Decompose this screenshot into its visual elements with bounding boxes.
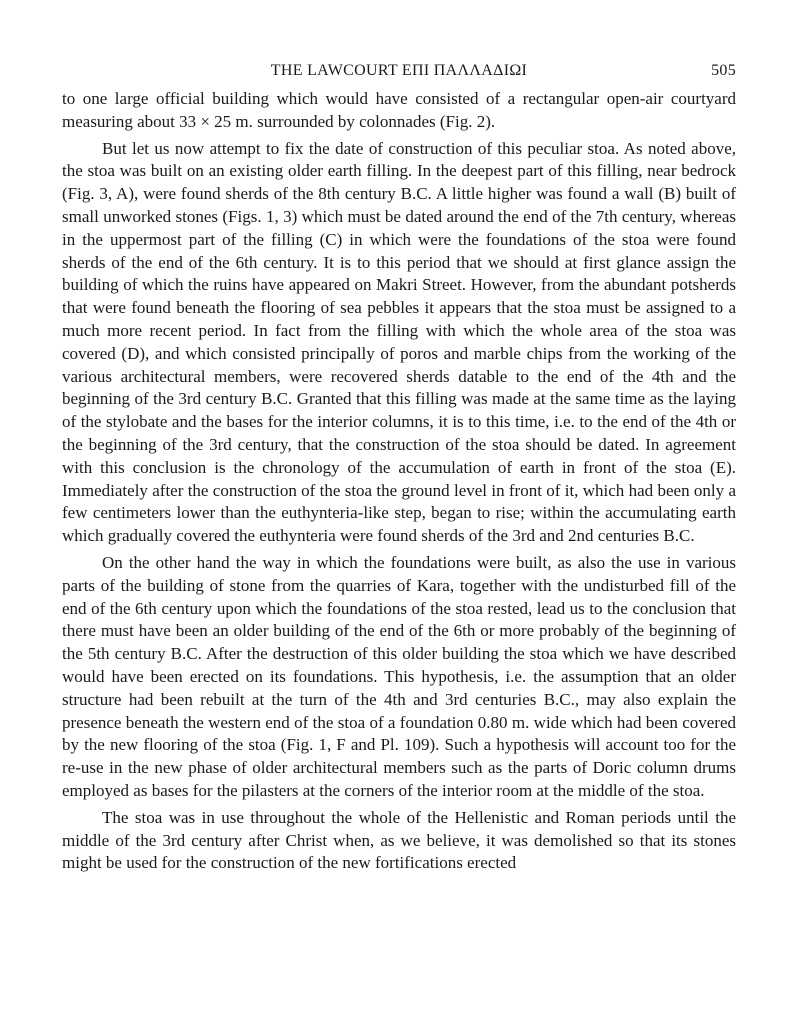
body-text bbox=[62, 88, 736, 875]
page-number: 505 bbox=[711, 62, 736, 79]
paragraph-demolition: The stoa was in use throughout the whole of the Hellenistic and Roman periods until the middle of the 3rd century after Christ when, as we believe, it was demolished so that its stones might be used for the construction of the new fortifications erected bbox=[62, 807, 736, 873]
running-title: THE LAWCOURT ΕΠΙ ΠΑΛΛΑΔΙΩΙ bbox=[270, 62, 528, 79]
paragraph-continued: to one large official building which would have consisted of a rectangular open-air courtyard measuring about 33 × 25 m. surrounded by colonnades (Fig. 2). bbox=[62, 89, 736, 131]
page bbox=[62, 58, 736, 879]
paragraph-dating: But let us now attempt to fix the date of construction of this peculiar stoa. As noted above, the stoa was built on an existing older earth filling. In the deepest part of this filling, near bedrock (Fig. 3, A), were found sherds of the 8th century B.C. A little higher was found a wall (B) built of small unworked stones (Figs. 1, 3) which must be dated around the end of the 7th century, whereas in the uppermost part of the filling (C) in which were the foundations of the stoa were found sherds of the end of the 6th century. It is to this period that we should at first glance assign the building of which the ruins have appeared on Makri Street. However, from the abundant potsherds that were found beneath the flooring of sea pebbles it appears that the stoa must be assigned to a much more recent period. In fact from the filling with which the whole area of the stoa was covered (D), and which consisted principally of poros and marble chips from the working of the various architectural members, were recovered sherds datable to the end of the 4th and the beginning of the 3rd century B.C. Granted that this filling was made at the same time as the laying of the stylobate and the bases for the interior columns, it is to this time, i.e. to the end of the 4th or the beginning of the 3rd century, that the construction of the stoa should be dated. In agreement with this conclusion is the chronology of the accumulation of earth in front of the stoa (E). Immediately after the construction of the stoa the ground level in front of it, which had been only a few centimeters lower than the euthynteria-like step, began to rise; within the accumulating earth which gradually covered the euthynteria were found sherds of the 3rd and 2nd centuries B.C. bbox=[62, 138, 736, 546]
paragraph-older-building: On the other hand the way in which the foundations were built, as also the use in various parts of the building of stone from the quarries of Kara, together with the undisturbed fill of the end of the 6th century upon which the foundations of the stoa rested, lead us to the conclusion that there must have been an older building of the end of the 6th or more probably of the beginning of the 5th century B.C. After the destruction of this older building the stoa which we have described would have been erected on its foundations. This hypothesis, i.e. the assumption that an older structure had been rebuilt at the turn of the 4th and 3rd centuries B.C., may also explain the presence beneath the western end of the stoa of a foundation 0.80 m. wide which had been covered by the new flooring of the stoa (Fig. 1, F and Pl. 109). Such a hypothesis will account too for the re-use in the new phase of older architectural members such as the parts of Doric column drums employed as bases for the pilasters at the corners of the interior room at the middle of the stoa. bbox=[62, 552, 736, 800]
running-head bbox=[62, 58, 736, 82]
